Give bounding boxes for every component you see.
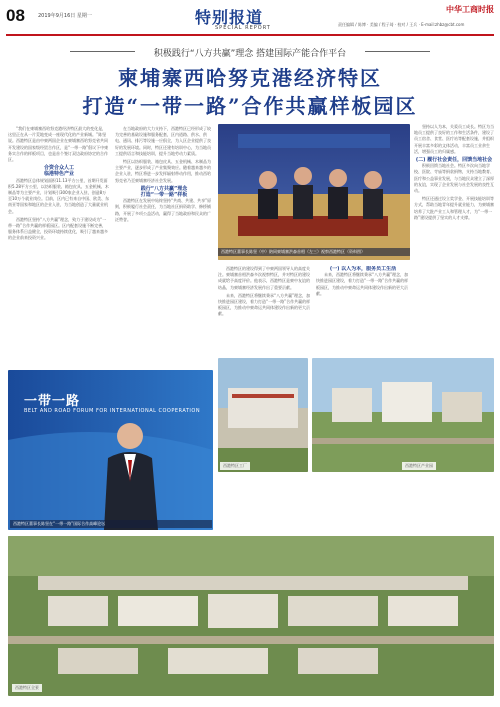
kicker: 积极践行“八方共赢”理念 搭建国际产能合作平台 (153, 49, 347, 59)
paragraph: 特区以纺织服装、箱包皮具、五金机械、木制品为主要产业，逐步形成了产业集聚效应。随着越来越多的企业入驻，特区将进一步发挥辐射带动作用，推动西哈努克省乃至柬埔寨经济社会发展。 (115, 159, 211, 183)
photo-industrial-park (312, 358, 494, 472)
masthead-rule (6, 34, 494, 36)
paragraph: 西港特区总体规划面积11.13平方公里，首期开发面积5.28平方公里，以纺织服装、箱包皮具、五金机械、木制品等为主要产业，计划吸引300家企业入驻，创造8万至10万个就业岗位。目前，区内已有来自中国、欧美、东南亚等国家和地区的企业入驻，为当地创造了大量就业机会。 (8, 177, 110, 214)
photo-aerial (8, 536, 494, 696)
sign-subtitle: BELT AND ROAD FORUM FOR INTERNATIONAL COOPERATION (24, 408, 201, 414)
issue-date: 2019年9月16日 星期一 (38, 13, 92, 19)
paragraph: 未来，西港特区将继续秉承“八方共赢”理念，加快推进园区建设，着力打造“一带一路”合作共赢的样板园区，为推动中柬命运共同体建设作出新的更大贡献。 (218, 292, 311, 317)
aerial-caption: 西港特区全景 (12, 684, 42, 692)
paragraph: “我们在柬埔寨西哈努克港经济特区最大的变化是，这里正在从一片荒地变成一座现代化的产业新城。”陈坚说。西港特区是由中柬两国企业在柬埔寨西哈努克省共同开发建设的国家级经贸合作区，是“一带一路”倡议下中柬务实合作的样板项目，也是首个签订双边政府协定的合作区。 (8, 126, 109, 163)
portrait-caption: 西港特区董事长陈坚在“一带一路”国际合作高峰论坛 (10, 520, 212, 528)
page-number: 08 (6, 6, 25, 25)
paragraph: 特区还通过设立奖学金、开展技能培训等方式，帮助当地青年提升就业能力，为柬埔寨培养了大批产业工人和管理人才，为“一带一路”建设提供了坚实的人才支撑。 (414, 196, 494, 220)
article-column-1 (8, 126, 110, 366)
paragraph: 西港特区的建设得到了中柬两国领导人的高度关注。柬埔寨首相洪森多次视察特区，并对特区的建设成就给予高度评价。他表示，西港特区是柬中友谊的结晶，为柬埔寨经济发展作出了重要贡献。 (218, 266, 310, 290)
paragraph: 积极回馈当地社会。特区多次向当地学校、医院、寺庙等捐款捐物，支持当地教育、医疗和公益事业发展，与当地民众建立了深厚的友谊，实现了企业发展与社会发展的良性互动。 (414, 163, 494, 194)
paragraph: 坚持以人为本，关爱员工成长。特区为当地员工提供了良好的工作和生活条件，建设了员工宿舍、食堂、医疗站等配套设施，并组织开展丰富多彩的文体活动，丰富员工业余生活，增强员工的归属感。 (414, 124, 494, 154)
photo-ceremony (218, 124, 410, 260)
industrial-park-image (312, 358, 494, 472)
newspaper-brand: 中华工商时报 (446, 5, 494, 14)
subhead-4: (二) 履行社会责任，回馈当地社会 (415, 157, 493, 164)
subhead-1b: 临港特色产业 (43, 171, 74, 178)
paragraph: 西港特区在发展中始终坚持“共商、共建、共享”原则，积极履行社会责任，为当地社区捐资助学、修桥铺路，开展了多项公益活动，赢得了当地政府和民众的广泛赞誉。 (115, 198, 212, 222)
article-column-3 (218, 266, 312, 352)
photo-factory (218, 358, 308, 472)
section-subtitle: SPECIAL REPORT (215, 25, 271, 31)
sign-title: 一带一路 (24, 394, 81, 409)
headline-line-1: 柬埔寨西哈努克港经济特区 (118, 66, 382, 90)
article-column-3b (316, 266, 410, 352)
subhead-3: (一) 以人为本，服务员工生活 (329, 266, 397, 272)
ceremony-image (218, 124, 410, 260)
subhead-2: 践行“八方共赢”理念 (140, 185, 188, 192)
section-title: 特别报道 (195, 8, 264, 27)
ceremony-caption: 西港特区董事长陈坚（中）陪同柬埔寨洪森首相（左三）视察西港特区（资料图） (218, 248, 410, 256)
article-column-4 (414, 124, 494, 352)
paragraph: 未来，西港特区将继续秉承“八方共赢”理念，加快推进园区建设，着力打造“一带一路”合作共赢的样板园区，为推动中柬命运共同体建设作出新的更大贡献。 (316, 272, 409, 296)
subhead-1: 合资合众人工 (43, 165, 74, 172)
factory-caption: 西港特区工厂 (220, 462, 250, 470)
subhead-2b: 打造“一带一路”样板 (140, 192, 188, 199)
paragraph: 西港特区坚持“八方共赢”理念，致力于建设成为“一带一路”合作共赢的样板园区。区内配套设施不断完善，服务体系日益健全，投资环境持续优化，吸引了越来越多的企业前来投资兴业。 (8, 216, 108, 241)
aerial-image (8, 536, 494, 696)
industrial-park-caption: 西港特区产业园 (402, 462, 436, 470)
factory-image (218, 358, 308, 472)
headline-line-2: 打造“一带一路”合作共赢样板园区 (82, 94, 418, 118)
masthead (0, 0, 500, 36)
article-column-2 (115, 126, 213, 366)
paragraph: 在当地政府的大力支持下，西港特区已经形成了较为完善的基础设施和服务配套，区内道路、供水、供电、通讯、排污等设施一应俱全，为入区企业提供了良好的发展环境。同时，特区还建有培训中心，为当地员工提供语言和技能培训，提升当地劳动力素质。 (115, 126, 211, 156)
editor-contact: 责任编辑 / 陈博 · 美编 / 程子琦 · 校对 / 王兵 · E-mail:zhbz@cbt.com (338, 22, 465, 27)
